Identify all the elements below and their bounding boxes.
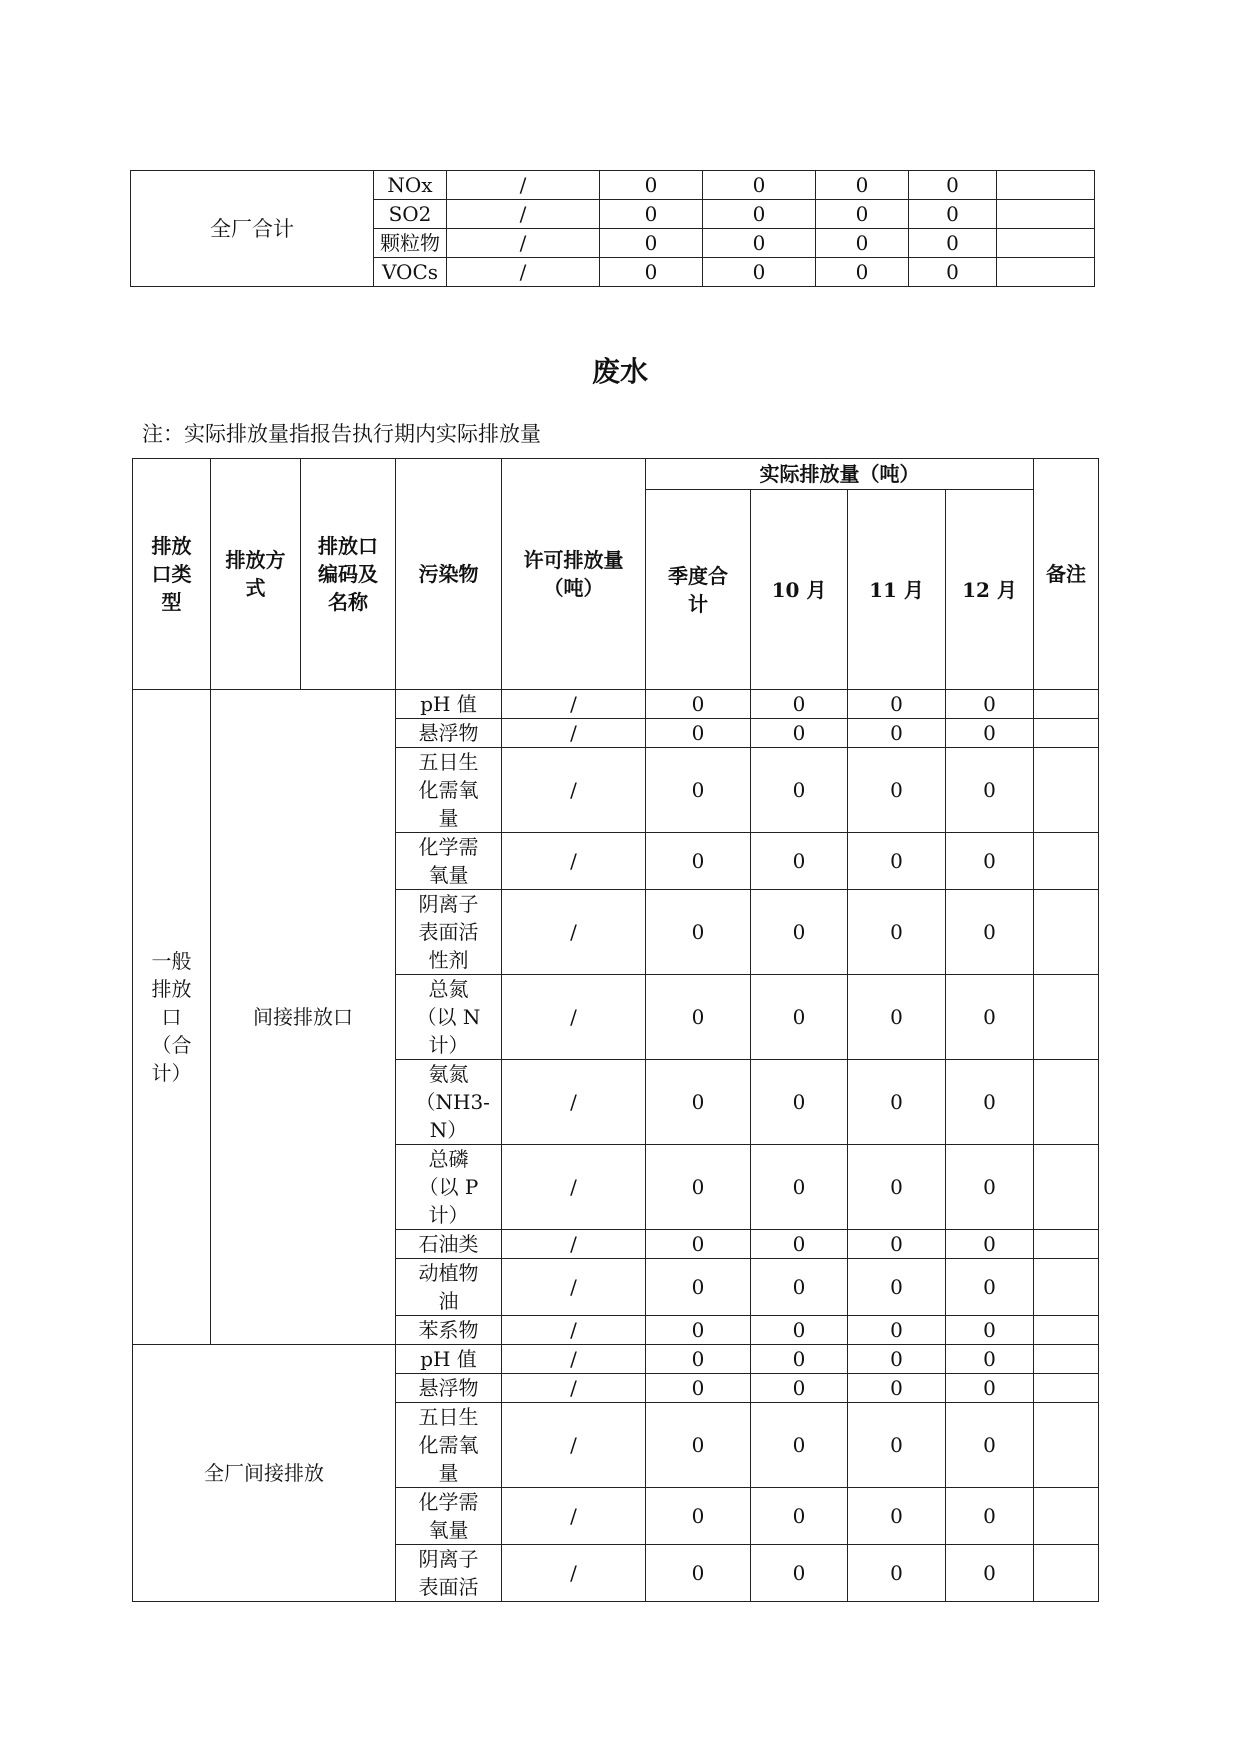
remark-cell <box>1034 1316 1099 1345</box>
value-cell: 0 <box>751 1374 848 1403</box>
pollutant-cell: NOx <box>374 171 447 200</box>
permit-cell: / <box>502 833 646 890</box>
value-cell: 0 <box>909 200 997 229</box>
table-header <box>133 459 1099 690</box>
plant-indirect-label: 全厂间接排放 <box>133 1345 396 1602</box>
value-cell: 0 <box>646 1545 751 1602</box>
permit-cell: / <box>502 890 646 975</box>
value-cell: 0 <box>848 890 946 975</box>
value-cell: 0 <box>816 229 909 258</box>
value-cell: 0 <box>848 1060 946 1145</box>
value-cell: 0 <box>848 1259 946 1316</box>
value-cell: 0 <box>703 200 816 229</box>
value-cell: 0 <box>848 748 946 833</box>
value-cell: 0 <box>646 1259 751 1316</box>
value-cell: 0 <box>946 690 1034 719</box>
value-cell: 0 <box>751 1145 848 1230</box>
value-cell: 0 <box>600 229 703 258</box>
air-emissions-total-table <box>130 170 1095 287</box>
pollutant-cell: 颗粒物 <box>374 229 447 258</box>
value-cell: 0 <box>751 1316 848 1345</box>
header-permit: 许可排放量（吨） <box>502 459 646 690</box>
pollutant-cell: 阴离子表面活性剂 <box>396 890 502 975</box>
note-text: 注：实际排放量指报告执行期内实际排放量 <box>142 422 541 446</box>
pollutant-cell: 化学需氧量 <box>396 1488 502 1545</box>
value-cell: 0 <box>946 1316 1034 1345</box>
value-cell: 0 <box>946 1345 1034 1374</box>
pollutant-cell: 阴离子表面活 <box>396 1545 502 1602</box>
note-cell <box>997 200 1095 229</box>
value-cell: 0 <box>646 890 751 975</box>
value-cell: 0 <box>751 1259 848 1316</box>
air-emissions-body <box>131 171 1095 287</box>
value-cell: 0 <box>751 1345 848 1374</box>
value-cell: 0 <box>848 1345 946 1374</box>
value-cell: 0 <box>751 975 848 1060</box>
remark-cell <box>1034 1488 1099 1545</box>
value-cell: 0 <box>751 1488 848 1545</box>
header-outlet-code: 排放口编码及名称 <box>301 459 396 690</box>
pollutant-cell: 总磷（以 P 计） <box>396 1145 502 1230</box>
permit-cell: / <box>447 229 600 258</box>
permit-cell: / <box>502 1545 646 1602</box>
permit-cell: / <box>502 1488 646 1545</box>
value-cell: 0 <box>946 719 1034 748</box>
pollutant-cell: 苯系物 <box>396 1316 502 1345</box>
remark-cell <box>1034 890 1099 975</box>
value-cell: 0 <box>848 833 946 890</box>
remark-cell <box>1034 1060 1099 1145</box>
remark-cell <box>1034 748 1099 833</box>
value-cell: 0 <box>848 1403 946 1488</box>
value-cell: 0 <box>646 833 751 890</box>
value-cell: 0 <box>946 975 1034 1060</box>
permit-cell: / <box>502 748 646 833</box>
remark-cell <box>1034 975 1099 1060</box>
pollutant-cell: SO2 <box>374 200 447 229</box>
value-cell: 0 <box>946 1259 1034 1316</box>
remark-cell <box>1034 1345 1099 1374</box>
value-cell: 0 <box>751 1230 848 1259</box>
value-cell: 0 <box>946 890 1034 975</box>
value-cell: 0 <box>751 890 848 975</box>
value-cell: 0 <box>946 1374 1034 1403</box>
value-cell: 0 <box>646 1488 751 1545</box>
permit-cell: / <box>502 1259 646 1316</box>
value-cell: 0 <box>646 1145 751 1230</box>
permit-cell: / <box>502 690 646 719</box>
value-cell: 0 <box>600 258 703 287</box>
pollutant-cell: 动植物油 <box>396 1259 502 1316</box>
note-cell <box>997 258 1095 287</box>
header-row <box>133 459 1099 490</box>
pollutant-cell: 化学需氧量 <box>396 833 502 890</box>
permit-cell: / <box>502 1145 646 1230</box>
value-cell: 0 <box>946 833 1034 890</box>
section-title: 废水 <box>591 355 648 388</box>
value-cell: 0 <box>946 1488 1034 1545</box>
pollutant-cell: 五日生化需氧量 <box>396 1403 502 1488</box>
value-cell: 0 <box>646 690 751 719</box>
header-quarter-total: 季度合计 <box>646 490 751 690</box>
table-row <box>133 1345 1099 1374</box>
discharge-mode-cell: 间接排放口 <box>211 690 396 1345</box>
value-cell: 0 <box>946 1230 1034 1259</box>
value-cell: 0 <box>946 1060 1034 1145</box>
note-cell <box>997 229 1095 258</box>
value-cell: 0 <box>646 1403 751 1488</box>
note-cell <box>997 171 1095 200</box>
value-cell: 0 <box>848 1316 946 1345</box>
value-cell: 0 <box>946 1545 1034 1602</box>
wastewater-emissions-table <box>132 458 1099 1602</box>
value-cell: 0 <box>646 1316 751 1345</box>
remark-cell <box>1034 1230 1099 1259</box>
header-discharge-mode: 排放方式 <box>211 459 301 690</box>
value-cell: 0 <box>646 1374 751 1403</box>
remark-cell <box>1034 690 1099 719</box>
header-month-11: 11 月 <box>848 490 946 690</box>
value-cell: 0 <box>600 171 703 200</box>
value-cell: 0 <box>600 200 703 229</box>
pollutant-cell: 五日生化需氧量 <box>396 748 502 833</box>
remark-cell <box>1034 1145 1099 1230</box>
pollutant-cell: 悬浮物 <box>396 1374 502 1403</box>
pollutant-cell: VOCs <box>374 258 447 287</box>
remark-cell <box>1034 833 1099 890</box>
value-cell: 0 <box>848 1230 946 1259</box>
value-cell: 0 <box>848 719 946 748</box>
value-cell: 0 <box>751 1403 848 1488</box>
value-cell: 0 <box>848 1374 946 1403</box>
pollutant-cell: 悬浮物 <box>396 719 502 748</box>
wastewater-body <box>133 690 1099 1602</box>
header-pollutant: 污染物 <box>396 459 502 690</box>
permit-cell: / <box>502 1403 646 1488</box>
value-cell: 0 <box>848 975 946 1060</box>
value-cell: 0 <box>646 1060 751 1145</box>
value-cell: 0 <box>646 975 751 1060</box>
value-cell: 0 <box>816 171 909 200</box>
permit-cell: / <box>502 1230 646 1259</box>
value-cell: 0 <box>646 748 751 833</box>
pollutant-cell: 氨氮（NH3-N） <box>396 1060 502 1145</box>
value-cell: 0 <box>946 1403 1034 1488</box>
remark-cell <box>1034 1259 1099 1316</box>
value-cell: 0 <box>848 1488 946 1545</box>
value-cell: 0 <box>909 171 997 200</box>
header-month-12: 12 月 <box>946 490 1034 690</box>
table-row <box>131 171 1095 200</box>
value-cell: 0 <box>646 1230 751 1259</box>
value-cell: 0 <box>751 1060 848 1145</box>
remark-cell <box>1034 1403 1099 1488</box>
value-cell: 0 <box>646 1345 751 1374</box>
value-cell: 0 <box>751 748 848 833</box>
header-outlet-type: 排放口类型 <box>133 459 211 690</box>
value-cell: 0 <box>751 833 848 890</box>
permit-cell: / <box>502 975 646 1060</box>
permit-cell: / <box>502 1060 646 1145</box>
remark-cell <box>1034 719 1099 748</box>
permit-cell: / <box>447 258 600 287</box>
value-cell: 0 <box>909 258 997 287</box>
value-cell: 0 <box>703 171 816 200</box>
value-cell: 0 <box>751 690 848 719</box>
permit-cell: / <box>447 171 600 200</box>
value-cell: 0 <box>703 258 816 287</box>
value-cell: 0 <box>646 719 751 748</box>
value-cell: 0 <box>848 690 946 719</box>
pollutant-cell: pH 值 <box>396 1345 502 1374</box>
value-cell: 0 <box>751 719 848 748</box>
value-cell: 0 <box>816 258 909 287</box>
value-cell: 0 <box>909 229 997 258</box>
table-row <box>133 690 1099 719</box>
value-cell: 0 <box>751 1545 848 1602</box>
outlet-type-cell: 一般排放口（合计） <box>133 690 211 1345</box>
permit-cell: / <box>502 1345 646 1374</box>
permit-cell: / <box>447 200 600 229</box>
header-actual-group: 实际排放量（吨） <box>646 459 1034 490</box>
remark-cell <box>1034 1545 1099 1602</box>
pollutant-cell: pH 值 <box>396 690 502 719</box>
remark-cell <box>1034 1374 1099 1403</box>
value-cell: 0 <box>848 1545 946 1602</box>
header-month-10: 10 月 <box>751 490 848 690</box>
permit-cell: / <box>502 719 646 748</box>
header-remark: 备注 <box>1034 459 1099 690</box>
value-cell: 0 <box>946 1145 1034 1230</box>
value-cell: 0 <box>848 1145 946 1230</box>
permit-cell: / <box>502 1374 646 1403</box>
pollutant-cell: 石油类 <box>396 1230 502 1259</box>
value-cell: 0 <box>946 748 1034 833</box>
value-cell: 0 <box>703 229 816 258</box>
value-cell: 0 <box>816 200 909 229</box>
plant-total-label: 全厂合计 <box>131 171 374 287</box>
permit-cell: / <box>502 1316 646 1345</box>
pollutant-cell: 总氮（以 N 计） <box>396 975 502 1060</box>
